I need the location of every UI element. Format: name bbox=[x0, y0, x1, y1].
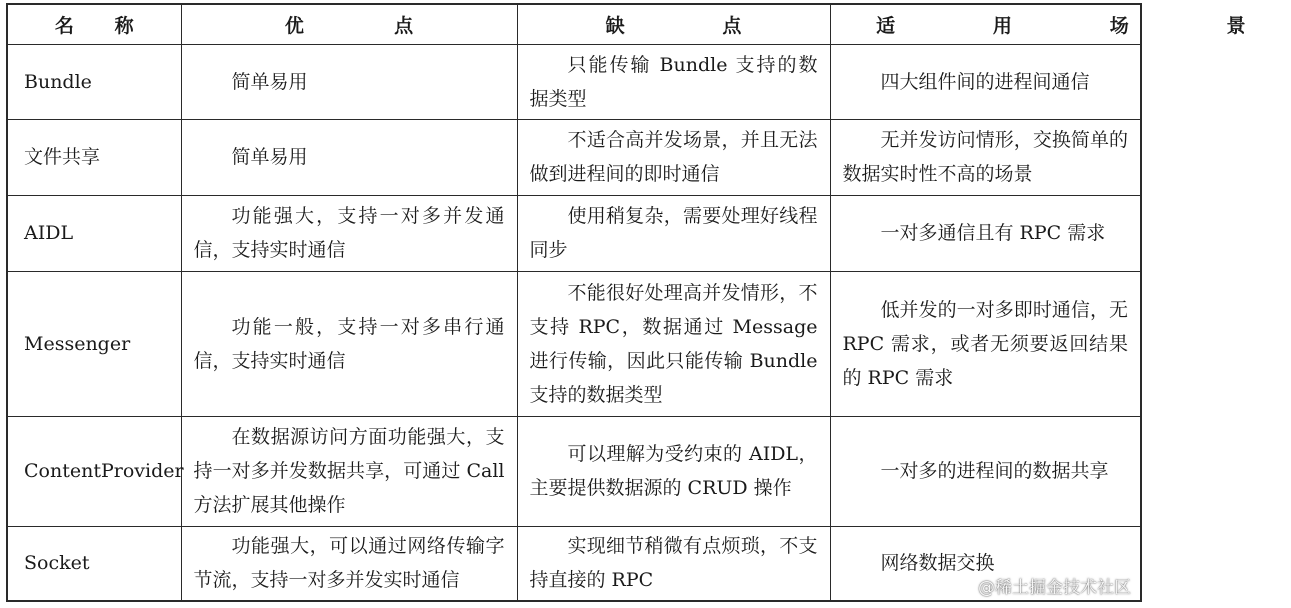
table-row-contentprovider bbox=[7, 416, 1141, 526]
table-row-messenger bbox=[7, 271, 1141, 416]
row-cons: 只能传输 Bundle 支持的数据类型 bbox=[517, 44, 830, 119]
table-row-file-sharing bbox=[7, 119, 1141, 195]
ipc-comparison-table bbox=[6, 3, 1291, 602]
row-pros: 功能强大，支持一对多并发通信，支持实时通信 bbox=[181, 195, 517, 271]
row-cons: 不适合高并发场景，并且无法做到进程间的即时通信 bbox=[517, 119, 830, 195]
row-pros: 简单易用 bbox=[181, 44, 517, 119]
row-scenario: 一对多的进程间的数据共享 bbox=[830, 416, 1141, 526]
row-pros: 简单易用 bbox=[181, 119, 517, 195]
row-scenario: 低并发的一对多即时通信，无 RPC 需求，或者无须要返回结果的 RPC 需求 bbox=[830, 271, 1141, 416]
row-cons: 不能很好处理高并发情形，不支持 RPC，数据通过 Message 进行传输，因此只能传输 Bundle 支持的数据类型 bbox=[517, 271, 830, 416]
row-scenario: 无并发访问情形，交换简单的数据实时性不高的场景 bbox=[830, 119, 1141, 195]
row-name: Bundle bbox=[7, 44, 181, 119]
row-scenario: 四大组件间的进程间通信 bbox=[830, 44, 1141, 119]
row-name: Socket bbox=[7, 526, 181, 601]
header-scenario: 适 用 场 景 bbox=[830, 4, 1141, 44]
table-row-aidl bbox=[7, 195, 1141, 271]
row-name: ContentProvider bbox=[7, 416, 181, 526]
header-row bbox=[7, 4, 1141, 44]
header-pros: 优 点 bbox=[181, 4, 517, 44]
row-pros: 在数据源访问方面功能强大，支持一对多并发数据共享，可通过 Call 方法扩展其他操作 bbox=[181, 416, 517, 526]
table-row-bundle bbox=[7, 44, 1141, 119]
row-cons: 实现细节稍微有点烦琐，不支持直接的 RPC bbox=[517, 526, 830, 601]
header-name: 名 称 bbox=[7, 4, 181, 44]
header-cons: 缺 点 bbox=[517, 4, 830, 44]
row-name: 文件共享 bbox=[7, 119, 181, 195]
row-pros: 功能强大，可以通过网络传输字节流，支持一对多并发实时通信 bbox=[181, 526, 517, 601]
watermark-text: @稀土掘金技术社区 bbox=[978, 578, 1131, 598]
row-pros: 功能一般，支持一对多串行通信，支持实时通信 bbox=[181, 271, 517, 416]
row-name: Messenger bbox=[7, 271, 181, 416]
row-scenario: 一对多通信且有 RPC 需求 bbox=[830, 195, 1141, 271]
row-name: AIDL bbox=[7, 195, 181, 271]
ipc-comparison-table-wrapper bbox=[6, 3, 1291, 600]
row-cons: 可以理解为受约束的 AIDL，主要提供数据源的 CRUD 操作 bbox=[517, 416, 830, 526]
row-cons: 使用稍复杂，需要处理好线程同步 bbox=[517, 195, 830, 271]
table-row-socket bbox=[7, 526, 1141, 601]
row-scenario: 网络数据交换 bbox=[830, 526, 1141, 601]
